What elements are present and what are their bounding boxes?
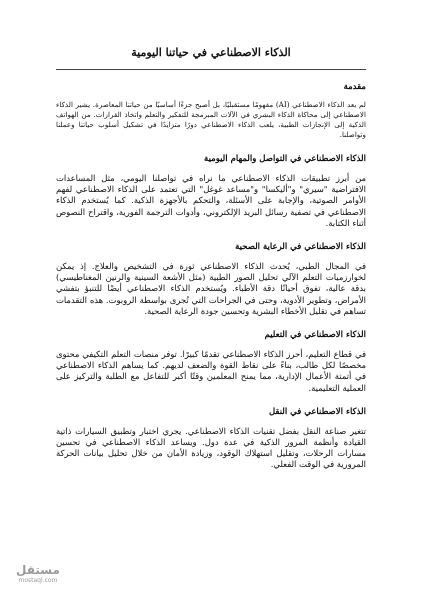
intro-paragraph: لم يعد الذكاء الاصطناعي (AI) مفهومًا مستقبليًا، بل أصبح جزءًا أساسيًا من حياتنا المعاصرة. يشير الذكاء الاصطناعي إلى محاكاة الذكاء البشري في الآلات المبرمجة للتفكير والتعلم واتخاذ القرارات. من الهواتف الذكية إلى الإنجازات الطبية، يلعب الذكاء الاصطناعي دورًا متزايدًا في تشكيل أسلوب حياتنا وعملنا وتواصلنا. (56, 100, 366, 139)
section-heading: الذكاء الاصطناعي في النقل (268, 406, 366, 417)
section-communication (56, 154, 366, 229)
watermark-brand: مستقل (16, 563, 60, 577)
section-healthcare (56, 242, 366, 317)
intro-heading: مقدمة (343, 82, 366, 92)
section-paragraph: من أبرز تطبيقات الذكاء الاصطناعي ما نراه في تواصلنا اليومي، مثل المساعدات الافتراضية "سيري" و"أليكسا" و"مساعد غوغل" التي تعتمد على الذكاء الاصطناعي لفهم الأوامر الصوتية، والإجابة على الأسئلة، والتحكم بالأجهزة الذكية. كما يُستخدم الذكاء الاصطناعي في تصفية رسائل البريد الإلكتروني، وأدوات الترجمة الفورية، واقتراح النصوص أثناء الكتابة. (56, 173, 366, 228)
section-paragraph: في قطاع التعليم، أحرز الذكاء الاصطناعي تقدمًا كبيرًا. توفر منصات التعلم التكيفي محتوى مخصصًا لكل طالب، بناءً على نقاط القوة والضعف لديهم. كما يساهم الذكاء الاصطناعي في أتمتة الأعمال الإدارية، مما يمنح المعلمين وقتًا أكبر للتفاعل مع الطلبة والتركيز على العملية التعليمية. (56, 349, 366, 393)
document-title: الذكاء الاصطناعي في حياتنا اليومية (131, 46, 291, 59)
watermark-url: mostaql.com (18, 577, 58, 584)
section-heading: الذكاء الاصطناعي في التعليم (264, 330, 366, 341)
section-paragraph: في المجال الطبي، يُحدث الذكاء الاصطناعي ثورة في التشخيص والعلاج. إذ يمكن لخوارزميات التعلم الآلي تحليل الصور الطبية (مثل الأشعة السينية والرنين المغناطيسي) بدقة عالية، تفوق أحيانًا دقة الأطباء. ويُستخدم الذكاء الاصطناعي أيضًا للتنبؤ بتفشي الأمراض، وتطوير الأدوية، وحتى في الجراحات التي تُجرى بواسطة الروبوت. هذه التقدمات تساهم في تقليل الأخطاء البشرية وتحسين جودة الرعاية الصحية. (56, 261, 366, 316)
site-watermark (16, 564, 60, 585)
section-education (56, 330, 366, 394)
section-heading: الذكاء الاصطناعي في التواصل والمهام اليومية (204, 154, 366, 164)
title-divider (56, 69, 366, 70)
section-transport (56, 407, 366, 471)
section-paragraph: تتغير صناعة النقل بفضل تقنيات الذكاء الاصطناعي. يجري اختبار وتطبيق السيارات ذاتية القيادة وأنظمة المرور الذكية في عدة دول. ويساعد الذكاء الاصطناعي في تحسين مسارات الرحلات، وتقليل استهلاك الوقود، وزيادة الأمان من خلال تحليل بيانات الحركة المرورية في الوقت الفعلي. (56, 425, 366, 470)
section-heading: الذكاء الاصطناعي في الرعاية الصحية (235, 242, 366, 253)
